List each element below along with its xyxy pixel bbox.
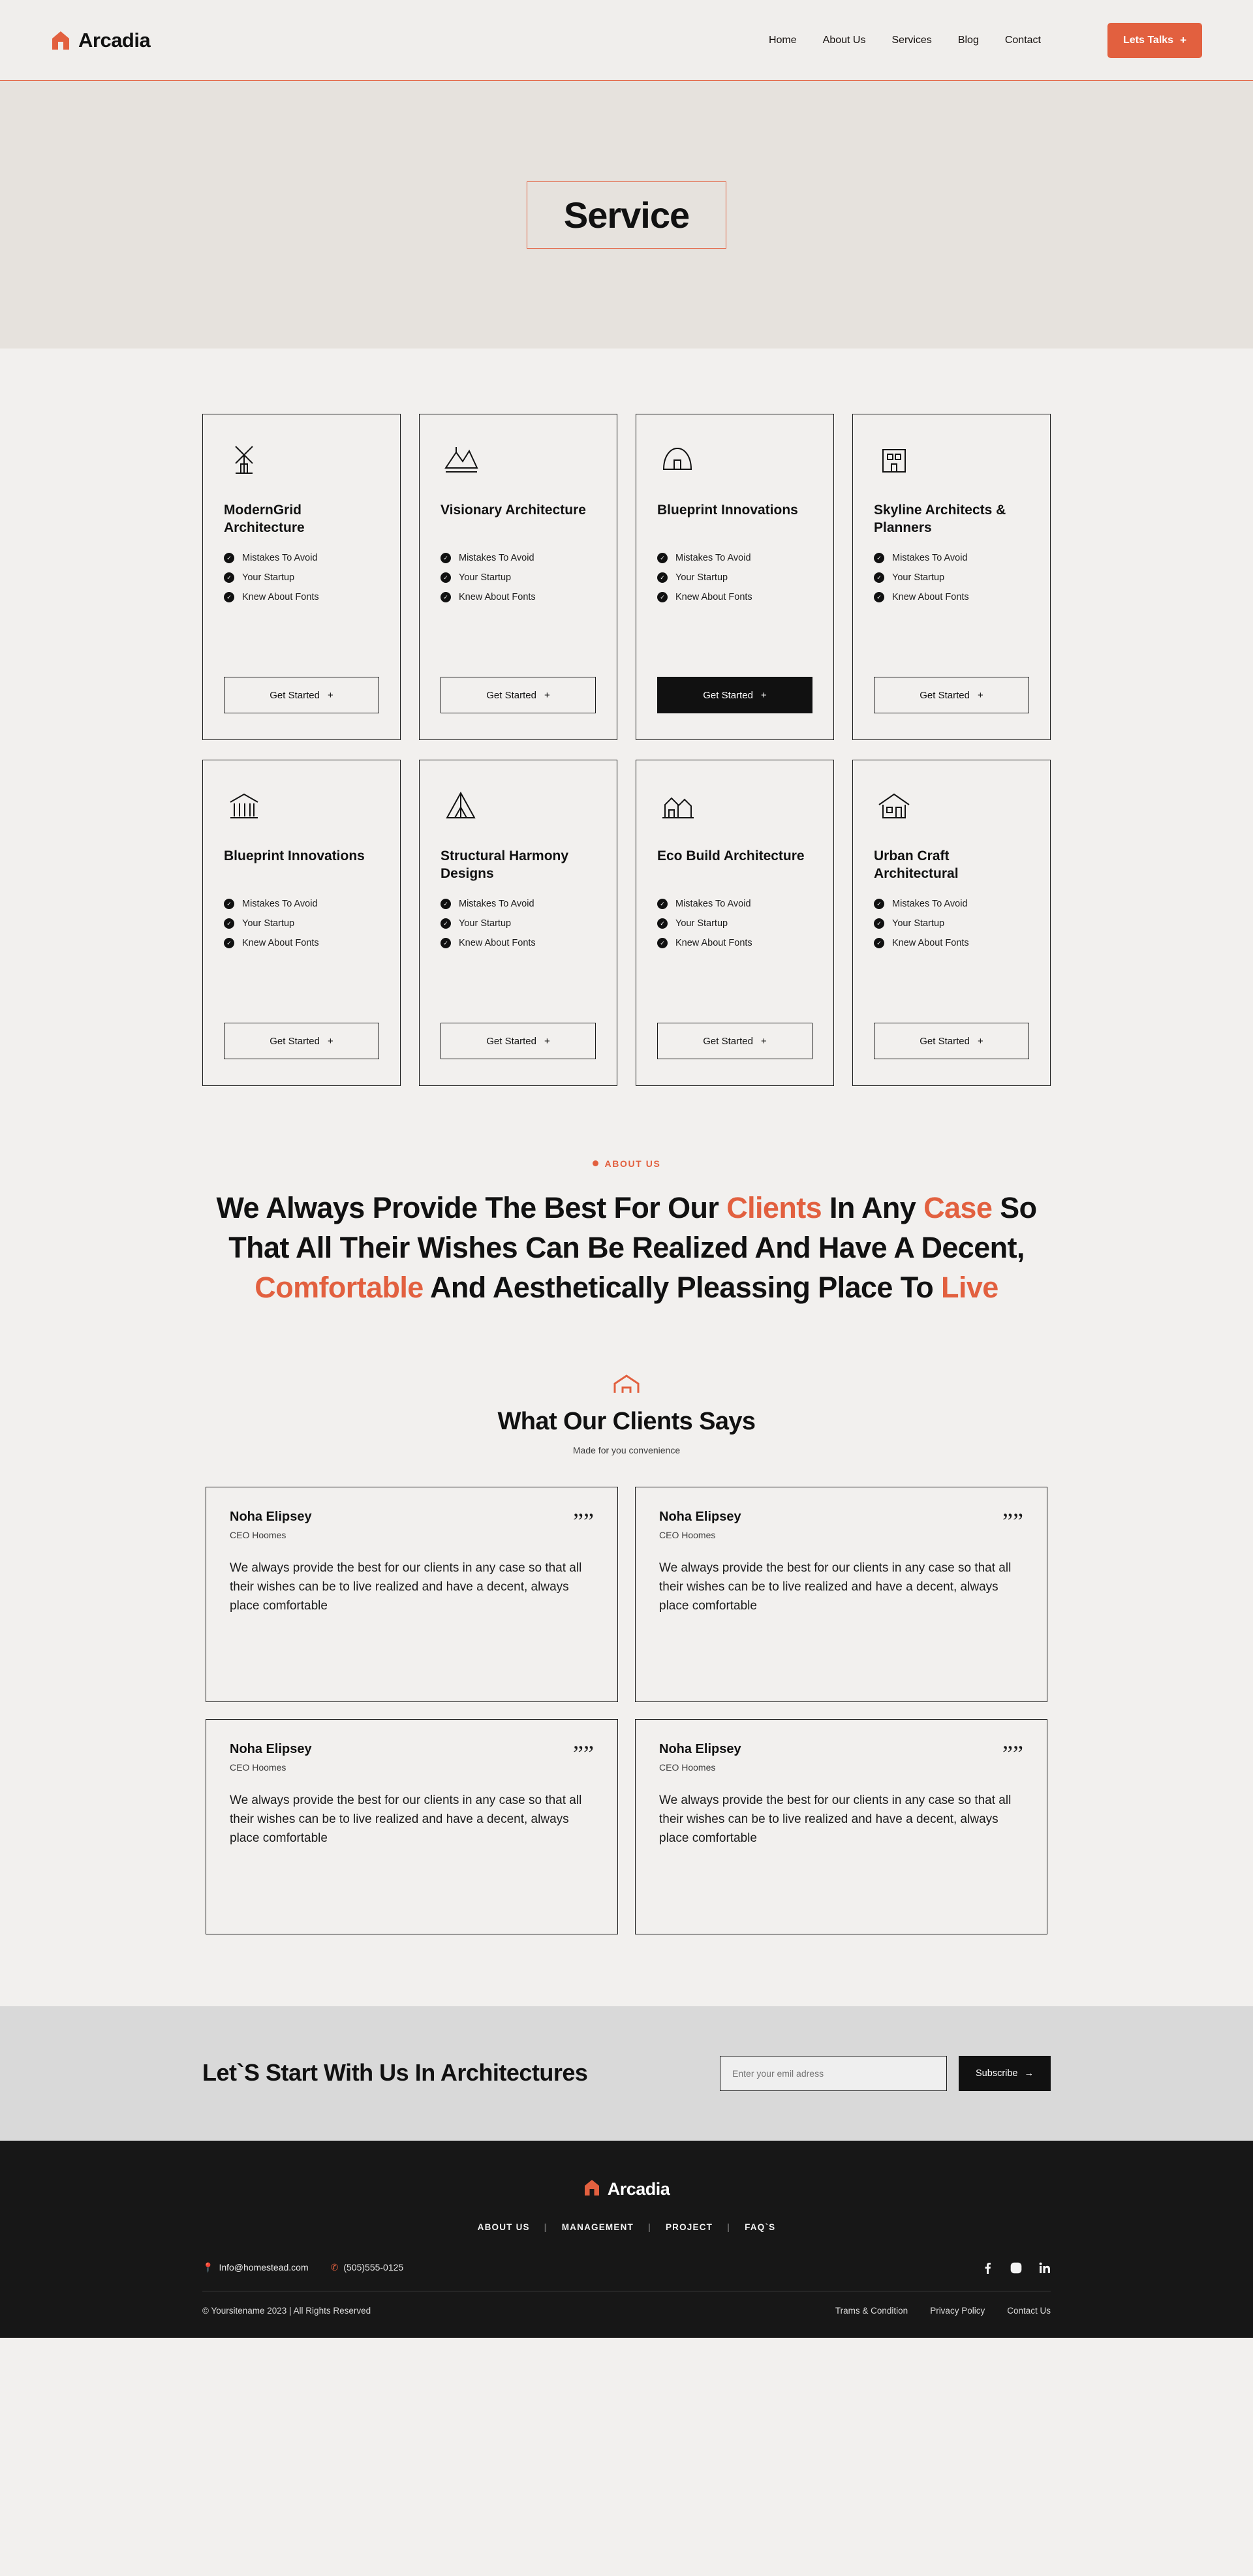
service-feature (441, 572, 596, 583)
building-icon (874, 439, 1029, 488)
site-header (0, 0, 1253, 81)
about-heading-part: So That All Their Wishes Can Be Realized And Have A Decent, (228, 1191, 1037, 1265)
service-feature (441, 899, 596, 909)
footer-social (982, 2262, 1051, 2274)
villa-house-icon (874, 785, 1029, 833)
testimonial-name: Noha Elipsey (659, 1509, 741, 1524)
about-heading-highlight: Live (941, 1271, 998, 1305)
about-eyebrow-label: ABOUT US (604, 1158, 661, 1169)
service-title: ModernGrid Architecture (224, 503, 305, 535)
check-icon: ✓ (657, 592, 668, 602)
nav-item-services[interactable]: Services (891, 34, 932, 46)
service-feature (874, 592, 1029, 602)
check-icon: ✓ (657, 938, 668, 948)
service-card[interactable] (636, 760, 834, 1086)
check-icon: ✓ (224, 572, 234, 583)
testimonial-text: We always provide the best for our clients in any case so that all their wishes can be to live realized and have a decent, always place comfortable (230, 1793, 582, 1846)
service-feature (441, 592, 596, 602)
testimonials-subtitle: Made for you convenience (572, 1444, 681, 1455)
quote-icon: ”” (1002, 1740, 1023, 1767)
service-feature-label: Your Startup (242, 918, 295, 929)
about-heading-highlight: Case (923, 1191, 993, 1224)
testimonial-role: CEO Hoomes (659, 1529, 716, 1540)
lets-talk-button[interactable] (1107, 23, 1202, 58)
service-card[interactable] (419, 414, 617, 740)
testimonial-text: We always provide the best for our clients in any case so that all their wishes can be to live realized and have a decent, always place comfortable (659, 1793, 1012, 1846)
check-icon: ✓ (874, 899, 884, 909)
nav-item-about-us[interactable]: About Us (822, 34, 866, 46)
service-feature (224, 938, 379, 948)
facebook-icon[interactable] (982, 2262, 993, 2274)
service-feature-label: Knew About Fonts (892, 592, 969, 602)
quote-icon: ”” (573, 1508, 594, 1534)
testimonial-text: We always provide the best for our clients in any case so that all their wishes can be to live realized and have a decent, always place comfortable (230, 1560, 582, 1613)
get-started-label: Get Started (270, 689, 320, 701)
twin-house-icon (657, 785, 812, 833)
service-card[interactable] (202, 414, 401, 740)
service-feature-label: Your Startup (675, 572, 728, 583)
footer-phone-label: (505)555-0125 (343, 2262, 404, 2273)
service-feature (224, 553, 379, 563)
about-heading (209, 1188, 1044, 1308)
lets-talk-label: Lets Talks (1122, 34, 1174, 46)
dot-icon (593, 1160, 598, 1166)
service-feature (441, 553, 596, 563)
service-feature-label: Your Startup (242, 572, 295, 583)
get-started-label: Get Started (703, 689, 753, 701)
plus-icon: + (760, 689, 767, 701)
service-feature-label: Your Startup (459, 572, 512, 583)
plus-icon: + (1180, 34, 1186, 46)
columns-building-icon (224, 785, 379, 833)
service-feature (224, 918, 379, 929)
phone-icon: ✆ (330, 2262, 339, 2273)
get-started-label: Get Started (920, 689, 970, 701)
plus-icon: + (544, 689, 550, 701)
about-heading-highlight: Comfortable (255, 1271, 424, 1305)
service-feature-label: Your Startup (892, 918, 945, 929)
check-icon: ✓ (224, 918, 234, 929)
brand-name: Arcadia (78, 28, 151, 52)
get-started-label: Get Started (486, 1035, 536, 1047)
footer-link-management[interactable]: MANAGEMENT (561, 2222, 634, 2232)
footer-contact-bar (202, 2262, 1051, 2291)
service-feature (657, 918, 812, 929)
check-icon: ✓ (441, 592, 451, 602)
testimonial-role: CEO Hoomes (659, 1761, 716, 1773)
tent-house-icon (657, 439, 812, 488)
service-card-row (202, 760, 1051, 1086)
house-icon (51, 30, 70, 51)
check-icon: ✓ (224, 899, 234, 909)
subscribe-label: Subscribe (976, 2068, 1018, 2079)
service-feature-label: Mistakes To Avoid (459, 553, 534, 563)
get-started-button[interactable] (441, 1023, 596, 1059)
check-icon: ✓ (874, 592, 884, 602)
service-feature-label: Knew About Fonts (242, 592, 319, 602)
check-icon: ✓ (441, 572, 451, 583)
footer-brand[interactable] (0, 2179, 1253, 2200)
testimonial-name: Noha Elipsey (230, 1741, 312, 1756)
service-feature (657, 592, 812, 602)
quote-icon: ”” (1002, 1508, 1023, 1534)
service-feature-label: Mistakes To Avoid (242, 899, 318, 909)
nav-item-home[interactable]: Home (768, 34, 797, 46)
divider: | (544, 2222, 548, 2232)
service-feature-label: Knew About Fonts (892, 938, 969, 948)
testimonials-section (0, 1308, 1253, 2006)
get-started-button[interactable] (224, 1023, 379, 1059)
testimonial-name: Noha Elipsey (230, 1509, 312, 1524)
about-section (0, 1086, 1253, 1308)
get-started-label: Get Started (270, 1035, 320, 1047)
service-title: Visionary Architecture (441, 503, 586, 518)
hero-banner (0, 81, 1253, 349)
get-started-label: Get Started (703, 1035, 753, 1047)
nav-item-contact[interactable]: Contact (1004, 34, 1041, 46)
page-title: Service (563, 194, 690, 236)
get-started-button[interactable] (224, 677, 379, 713)
service-feature (874, 918, 1029, 929)
service-card[interactable] (852, 760, 1051, 1086)
nav-item-blog[interactable]: Blog (957, 34, 979, 46)
footer-link-privacy[interactable]: Privacy Policy (930, 2305, 985, 2316)
plus-icon: + (977, 1035, 983, 1047)
service-card-row (202, 414, 1051, 740)
footer-nav (0, 2222, 1253, 2232)
check-icon: ✓ (874, 553, 884, 563)
check-icon: ✓ (657, 918, 668, 929)
service-feature-label: Your Startup (892, 572, 945, 583)
service-feature-label: Your Startup (675, 918, 728, 929)
testimonial-role: CEO Hoomes (230, 1529, 286, 1540)
service-title: Eco Build Architecture (657, 848, 805, 863)
footer-email[interactable] (202, 2262, 309, 2273)
service-feature-label: Mistakes To Avoid (892, 553, 968, 563)
check-icon: ✓ (441, 918, 451, 929)
testimonial-name: Noha Elipsey (659, 1741, 741, 1756)
service-feature (657, 899, 812, 909)
about-heading-part: In Any (822, 1191, 924, 1224)
check-icon: ✓ (874, 938, 884, 948)
email-input[interactable] (720, 2056, 947, 2091)
service-feature-label: Knew About Fonts (459, 592, 536, 602)
footer-brand-name: Arcadia (607, 2179, 670, 2199)
footer-email-label: Info@homestead.com (219, 2262, 309, 2273)
windmill-icon (224, 439, 379, 488)
get-started-button[interactable] (657, 677, 812, 713)
plus-icon: + (544, 1035, 550, 1047)
plus-icon: + (760, 1035, 767, 1047)
testimonial-card (635, 1719, 1047, 1934)
main-nav (769, 23, 1202, 58)
check-icon: ✓ (657, 553, 668, 563)
testimonial-role: CEO Hoomes (230, 1761, 286, 1773)
plus-icon: + (327, 1035, 333, 1047)
service-feature (224, 592, 379, 602)
service-feature-label: Your Startup (459, 918, 512, 929)
footer-phone[interactable] (331, 2262, 404, 2273)
service-feature (874, 938, 1029, 948)
linkedin-icon[interactable] (1039, 2262, 1051, 2274)
service-feature (657, 938, 812, 948)
get-started-label: Get Started (920, 1035, 970, 1047)
service-feature-label: Knew About Fonts (459, 938, 536, 948)
testimonials-grid (206, 1487, 1047, 1934)
service-feature-label: Mistakes To Avoid (459, 899, 534, 909)
check-icon: ✓ (224, 938, 234, 948)
service-feature (874, 899, 1029, 909)
plus-icon: + (327, 689, 333, 701)
footer-link-faqs[interactable]: FAQ`S (745, 2222, 776, 2232)
footer-link-contact[interactable]: Contact Us (1007, 2305, 1051, 2316)
footer-link-about-us[interactable]: ABOUT US (477, 2222, 530, 2232)
subscribe-button[interactable] (959, 2056, 1051, 2091)
footer-legal-bar (202, 2306, 1051, 2316)
service-feature-label: Knew About Fonts (242, 938, 319, 948)
service-title: Blueprint Innovations (224, 848, 365, 863)
check-icon: ✓ (874, 572, 884, 583)
check-icon: ✓ (224, 553, 234, 563)
service-feature (441, 938, 596, 948)
triangle-house-icon (441, 785, 596, 833)
service-feature (224, 899, 379, 909)
check-icon: ✓ (441, 938, 451, 948)
check-icon: ✓ (441, 899, 451, 909)
service-title: Skyline Architects & Planners (874, 503, 1006, 535)
service-card[interactable] (202, 760, 401, 1086)
get-started-button[interactable] (441, 677, 596, 713)
plus-icon: + (977, 689, 983, 701)
footer-link-project[interactable]: PROJECT (665, 2222, 713, 2232)
instagram-icon[interactable] (1010, 2262, 1022, 2274)
service-feature-label: Mistakes To Avoid (675, 899, 751, 909)
about-heading-part: We Always Provide The Best For Our (216, 1191, 727, 1224)
newsletter-form (720, 2056, 1051, 2091)
house-icon (583, 2179, 600, 2200)
copyright: © Yoursitename 2023 | All Rights Reserved (202, 2305, 371, 2316)
service-feature-label: Knew About Fonts (675, 938, 752, 948)
location-pin-icon: 📍 (202, 2262, 214, 2273)
divider: | (647, 2222, 651, 2232)
about-eyebrow (593, 1158, 661, 1169)
newsletter-title: Let`S Start With Us In Architectures (202, 2059, 588, 2087)
check-icon: ✓ (657, 572, 668, 583)
service-title: Urban Craft Architectural (874, 848, 959, 881)
mountain-house-icon (441, 439, 596, 488)
newsletter-section (0, 2006, 1253, 2141)
service-feature (657, 553, 812, 563)
house-icon (612, 1373, 641, 1399)
services-section (0, 349, 1253, 1086)
service-feature (224, 572, 379, 583)
site-footer (0, 2141, 1253, 2338)
about-heading-highlight: Clients (726, 1191, 822, 1224)
testimonial-text: We always provide the best for our clients in any case so that all their wishes can be to live realized and have a decent, always place comfortable (659, 1560, 1012, 1613)
service-title: Structural Harmony Designs (441, 848, 569, 881)
divider: | (727, 2222, 731, 2232)
check-icon: ✓ (874, 918, 884, 929)
footer-link-terms[interactable]: Trams & Condition (835, 2305, 908, 2316)
service-feature-label: Knew About Fonts (675, 592, 752, 602)
service-feature-label: Mistakes To Avoid (892, 899, 968, 909)
service-feature-label: Mistakes To Avoid (242, 553, 318, 563)
service-title: Blueprint Innovations (657, 503, 798, 518)
service-feature (657, 572, 812, 583)
about-heading-part: And Aesthetically Pleassing Place To (423, 1271, 942, 1305)
service-card-featured[interactable] (636, 414, 834, 740)
check-icon: ✓ (657, 899, 668, 909)
testimonial-card (206, 1719, 618, 1934)
service-feature-label: Mistakes To Avoid (675, 553, 751, 563)
brand-logo[interactable] (51, 29, 150, 52)
testimonial-card (206, 1487, 618, 1702)
service-feature (874, 572, 1029, 583)
service-card[interactable] (419, 760, 617, 1086)
service-feature (441, 918, 596, 929)
testimonials-title: What Our Clients Says (497, 1407, 756, 1435)
check-icon: ✓ (224, 592, 234, 602)
quote-icon: ”” (573, 1740, 594, 1767)
service-card[interactable] (852, 414, 1051, 740)
service-feature (874, 553, 1029, 563)
get-started-button[interactable] (874, 677, 1029, 713)
get-started-button[interactable] (874, 1023, 1029, 1059)
testimonial-card (635, 1487, 1047, 1702)
get-started-label: Get Started (486, 689, 536, 701)
check-icon: ✓ (441, 553, 451, 563)
get-started-button[interactable] (657, 1023, 812, 1059)
arrow-right-icon: → (1024, 2068, 1034, 2079)
hero-title-box (527, 181, 726, 249)
